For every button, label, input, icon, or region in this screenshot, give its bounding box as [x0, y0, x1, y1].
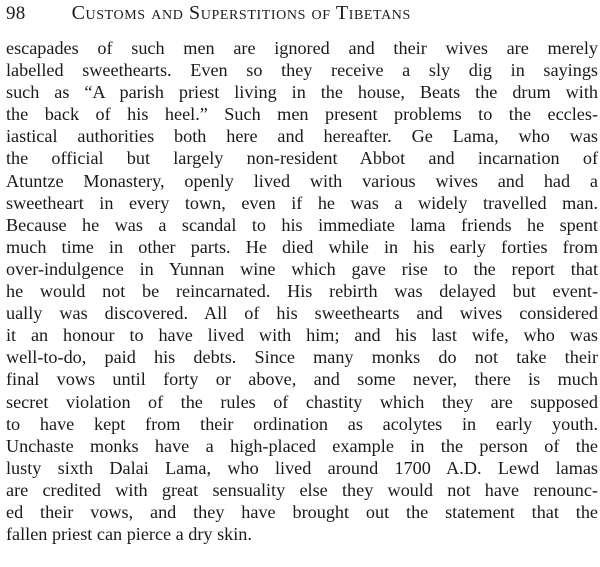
text-line: final vows until forty or above, and some never, there is much [6, 369, 598, 390]
running-title: Customs and Superstitions of Tibetans [71, 2, 411, 24]
text-line: over-indulgence in Yunnan wine which gave rise to the report that [6, 258, 598, 279]
text-line: Because he was a scandal to his immediate lama friends he spent [6, 214, 598, 235]
text-line: lusty sixth Dalai Lama, who lived around 1700 A.D. Lewd lamas [6, 457, 598, 478]
text-line: sweetheart in every town, even if he was a widely travelled man. [6, 192, 598, 213]
text-line: secret violation of the rules of chastity which they are supposed [6, 391, 598, 412]
text-line: ed their vows, and they have brought out the statement that the [6, 501, 598, 522]
text-line: to have kept from their ordination as acolytes in early youth. [6, 413, 598, 434]
text-line: Unchaste monks have a high-placed example in the person of the [6, 435, 598, 456]
text-line: escapades of such men are ignored and their wives are merely [6, 38, 598, 58]
body-paragraph [6, 37, 598, 545]
text-line: much time in other parts. He died while in his early forties from [6, 236, 598, 257]
text-line: are credited with great sensuality else they would not have renounc- [6, 479, 598, 500]
text-line: well-to-do, paid his debts. Since many monks do not take their [6, 347, 598, 368]
text-line: ually was discovered. All of his sweethearts and wives considered [6, 303, 598, 324]
running-head [6, 2, 594, 28]
text-line: iastical authorities both here and hereafter. Ge Lama, who was [6, 126, 598, 147]
text-line: fallen priest can pierce a dry skin. [6, 524, 252, 545]
text-line: labelled sweethearts. Even so they receive a sly dig in sayings [6, 60, 598, 81]
text-line: such as “A parish priest living in the house, Beats the drum with [6, 82, 598, 103]
text-line: it an honour to have lived with him; and his last wife, who was [6, 325, 598, 346]
page-number: 98 [6, 3, 26, 24]
text-line: the official but largely non-resident Abbot and incarnation of [6, 148, 598, 169]
text-line: the back of his heel.” Such men present problems to the eccles- [6, 104, 598, 125]
text-line: he would not be reincarnated. His rebirth was delayed but event- [6, 281, 598, 302]
text-line: Atuntze Monastery, openly lived with various wives and had a [6, 170, 598, 191]
